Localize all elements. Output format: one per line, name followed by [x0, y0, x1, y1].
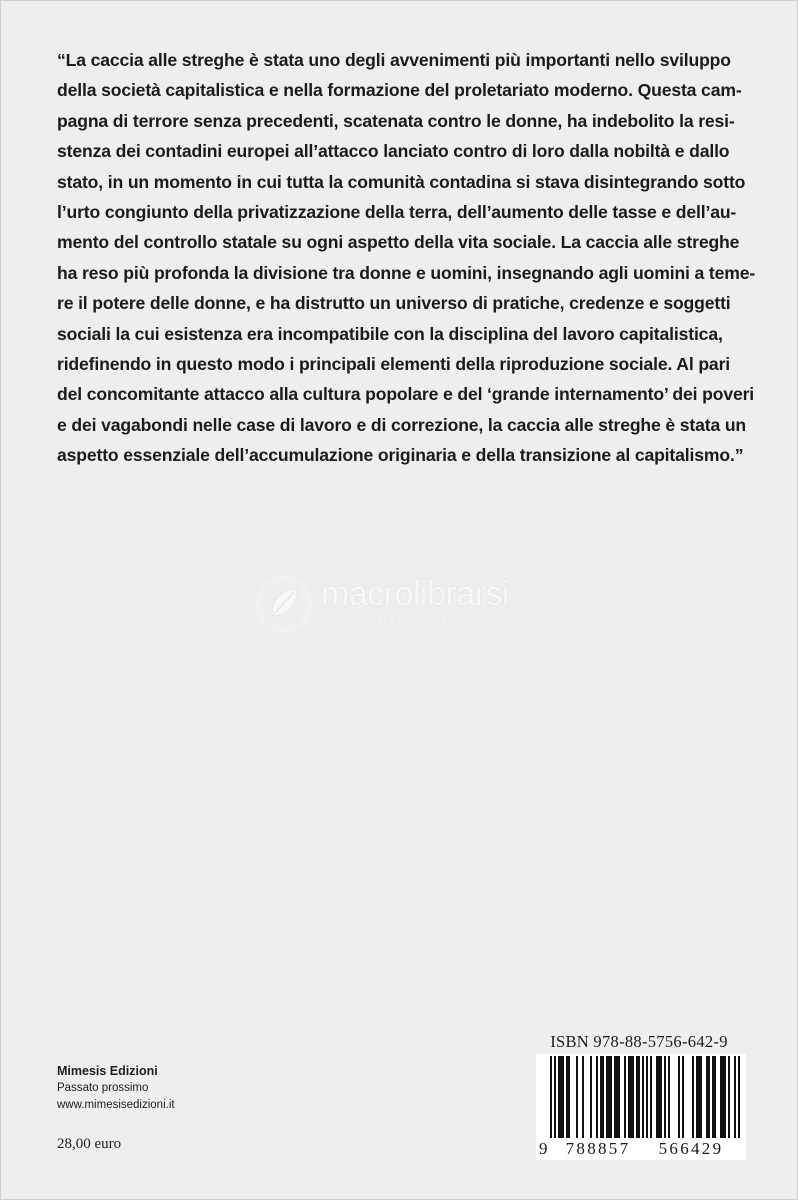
quote-line: stato, in un momento in cui tutta la comunità contadina si stava disintegrando sotto: [57, 171, 746, 192]
barcode-bar: [610, 1056, 612, 1140]
barcode-bar: [656, 1056, 658, 1140]
barcode-bar: [616, 1056, 618, 1140]
barcode-bar: [602, 1056, 604, 1140]
barcode-bar: [664, 1056, 666, 1140]
barcode-right-group: 566429: [658, 1139, 724, 1158]
barcode-bar: [708, 1056, 710, 1140]
barcode-bar: [692, 1056, 694, 1140]
quote-line: l’urto congiunto della privatizzazione della terra, dell’aumento delle tasse e dell’au-: [57, 202, 737, 223]
quote-line: della società capitalistica e nella formazione del proletariato moderno. Questa cam-: [57, 80, 742, 101]
quote-line: mento del controllo statale su ogni aspetto della vita sociale. La caccia alle streghe: [57, 232, 740, 253]
publisher-info: [57, 1063, 175, 1114]
barcode-bar: [658, 1056, 660, 1140]
barcode-digits: [536, 1138, 746, 1160]
barcode-bar: [576, 1056, 578, 1140]
barcode-bar: [562, 1056, 564, 1140]
watermark: [249, 571, 569, 643]
barcode-bar: [638, 1056, 640, 1140]
barcode-bar: [558, 1056, 560, 1140]
quote-line: “La caccia alle streghe è stata uno degli avvenimenti più importanti nello sviluppo: [57, 50, 731, 70]
quote-line: re il potere delle donne, e ha distrutto un universo di pratiche, credenze e soggetti: [57, 293, 731, 314]
barcode-bar: [560, 1056, 562, 1140]
barcode-bars: [536, 1054, 746, 1146]
barcode-bar: [720, 1056, 722, 1140]
quote-line: pagna di terrore senza precedenti, scatenata contro le donne, ha indebolito la resi-: [57, 110, 735, 131]
barcode-bar: [582, 1056, 584, 1140]
barcode-bar: [600, 1056, 602, 1140]
barcode-bar: [628, 1056, 630, 1140]
barcode-bar: [590, 1056, 592, 1140]
barcode-bar: [642, 1056, 644, 1146]
barcode-bar: [566, 1056, 568, 1140]
barcode-bar: [724, 1056, 726, 1140]
quote-line: e dei vagabondi nelle case di lavoro e di correzione, la caccia alle streghe è stata un: [57, 414, 747, 435]
barcode-bar: [660, 1056, 662, 1140]
barcode-bar: [698, 1056, 700, 1140]
quote-line: del concomitante attacco alla cultura popolare e del ‘grande internamento’ dei poveri: [57, 384, 755, 405]
barcode-bar: [706, 1056, 708, 1140]
series-name: Passato prossimo: [57, 1082, 149, 1094]
quote-line: aspetto essenziale dell’accumulazione originaria e della transizione al capitalismo.”: [57, 445, 744, 466]
barcode-bar: [568, 1056, 570, 1140]
publisher-name: Mimesis Edizioni: [57, 1064, 158, 1078]
barcode-first-digit: 9: [539, 1139, 548, 1158]
barcode-bar: [596, 1056, 598, 1140]
barcode-bar: [624, 1056, 626, 1140]
publisher-website: www.mimesisedizioni.it: [57, 1099, 175, 1111]
watermark-brand: macrolibrarsi: [321, 575, 510, 613]
barcode-bar: [738, 1056, 740, 1146]
barcode-bar: [682, 1056, 684, 1140]
barcode-bar: [714, 1056, 716, 1140]
quote-line: sociali la cui esistenza era incompatibile con la disciplina del lavoro capitalistica,: [57, 323, 723, 344]
barcode-bar: [678, 1056, 680, 1140]
barcode-bar: [646, 1056, 648, 1146]
isbn-label: ISBN 978-88-5756-642-9: [550, 1032, 728, 1051]
barcode-bar: [668, 1056, 670, 1140]
barcode-bar: [712, 1056, 714, 1140]
quote-line: ridefinendo in questo modo i principali elementi della riproduzione sociale. Al pari: [57, 354, 731, 375]
barcode-bar: [608, 1056, 610, 1140]
barcode-bar: [722, 1056, 724, 1140]
barcode-bar: [550, 1056, 552, 1146]
barcode: [536, 1054, 746, 1146]
barcode-bar: [636, 1056, 638, 1140]
barcode-bar: [700, 1056, 702, 1140]
barcode-bar: [606, 1056, 608, 1140]
barcode-bar: [632, 1056, 634, 1140]
barcode-bar: [630, 1056, 632, 1140]
watermark-tagline: ALTERNATIVA NATURALE: [335, 617, 502, 629]
quote-line: ha reso più profonda la divisione tra donne e uomini, insegnando agli uomini a teme-: [57, 262, 756, 283]
barcode-bar: [618, 1056, 620, 1140]
barcode-bar: [696, 1056, 698, 1140]
leaf-logo-icon: [253, 573, 315, 635]
back-cover-quote: [57, 45, 756, 471]
barcode-bar: [734, 1056, 736, 1146]
barcode-bar: [614, 1056, 616, 1140]
barcode-bar: [554, 1056, 556, 1146]
barcode-left-group: 788857: [565, 1139, 631, 1158]
quote-line: stenza dei contadini europei all’attacco lanciato contro di loro dalla nobiltà e dallo: [57, 141, 730, 162]
barcode-bar: [650, 1056, 652, 1140]
price: 28,00 euro: [57, 1136, 122, 1152]
barcode-bar: [728, 1056, 730, 1140]
